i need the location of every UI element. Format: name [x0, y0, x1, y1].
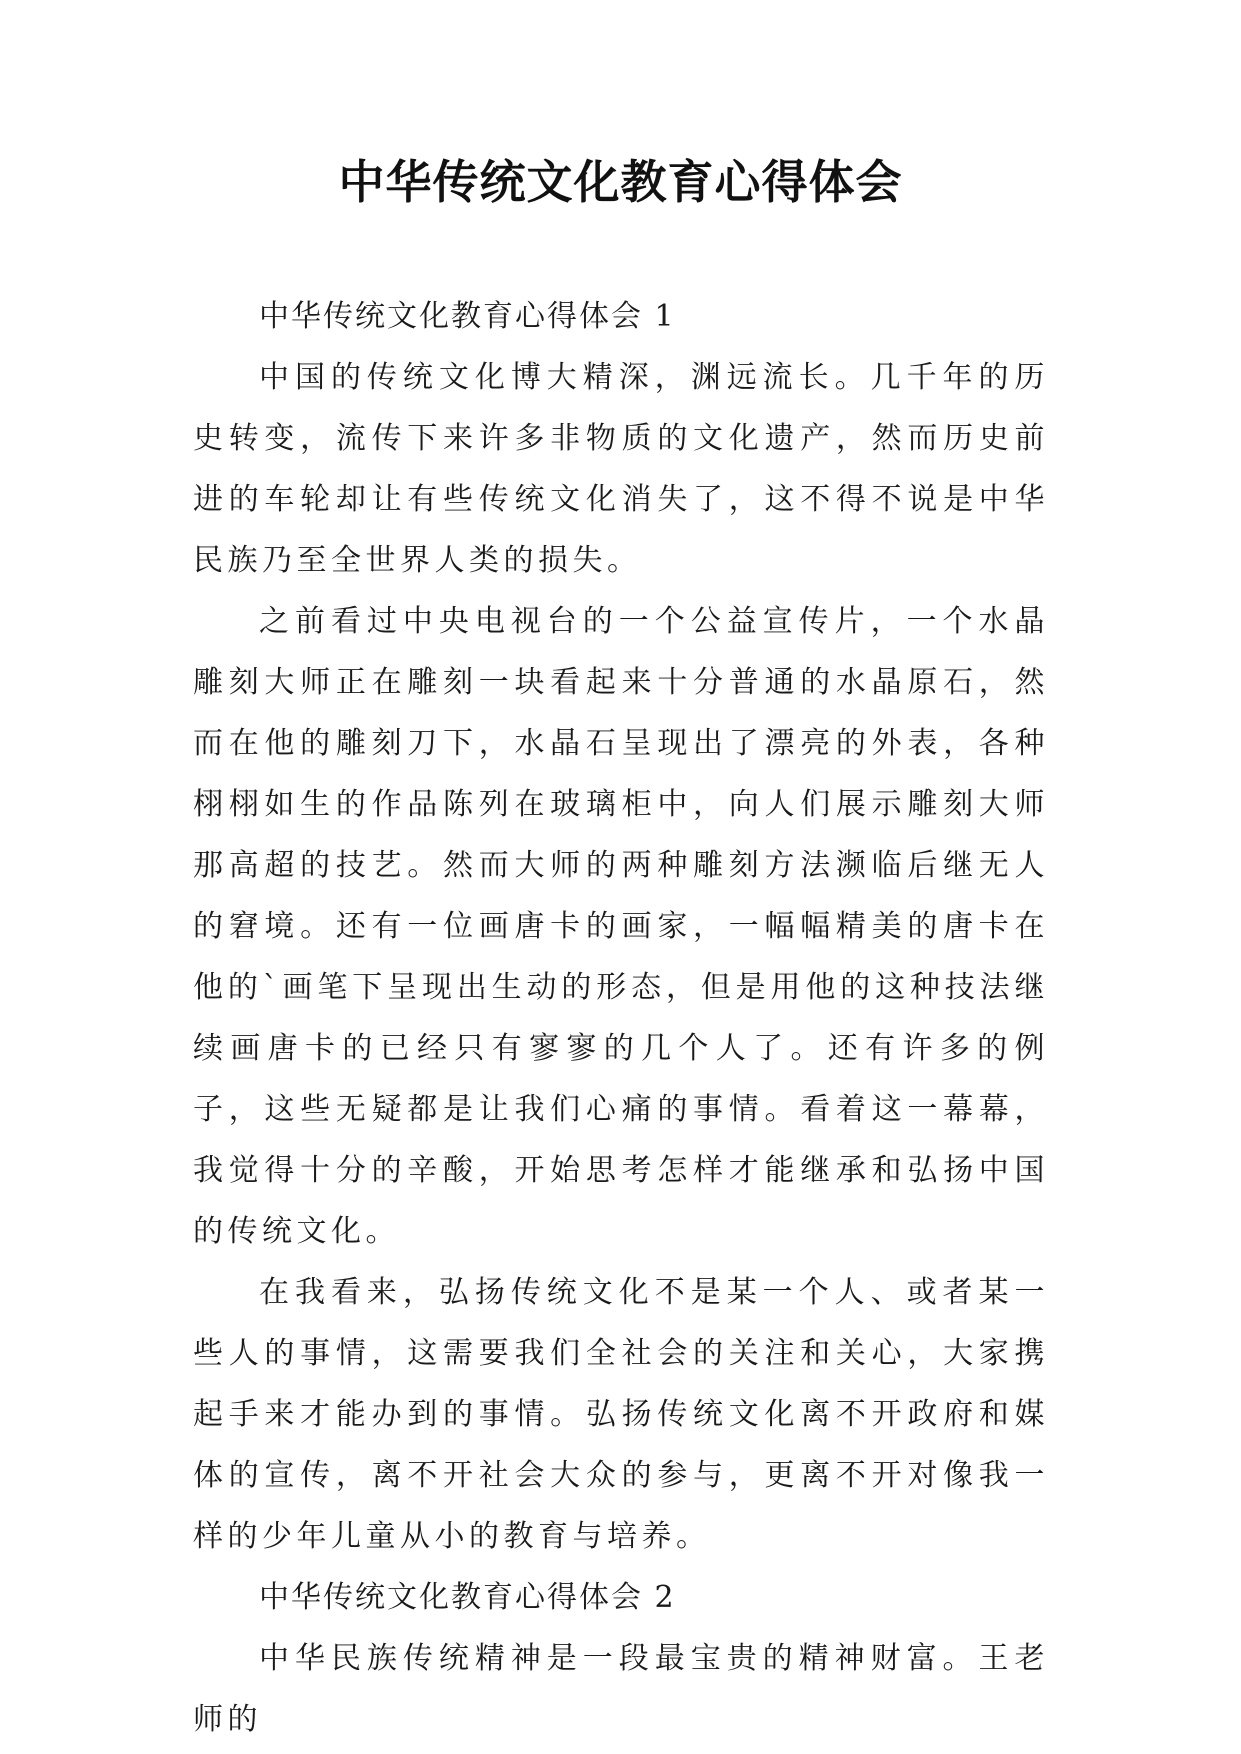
paragraph-1: 中国的传统文化博大精深，渊远流长。几千年的历史转变，流传下来许多非物质的文化遗产，然而历史前进的车轮却让有些传统文化消失了，这不得不说是中华民族乃至全世界人类的损失。 — [193, 360, 1049, 578]
paragraph-3: 在我看来，弘扬传统文化不是某一个人、或者某一些人的事情，这需要我们全社会的关注和关心，大家携起手来才能办到的事情。弘扬传统文化离不开政府和媒体的宣传，离不开社会大众的参与，更离不开对像我一样的少年儿童从小的教育与培养。 — [193, 1275, 1049, 1554]
paragraph-2: 之前看过中央电视台的一个公益宣传片，一个水晶雕刻大师正在雕刻一块看起来十分普通的水晶原石，然而在他的雕刻刀下，水晶石呈现出了漂亮的外表，各种栩栩如生的作品陈列在玻璃柜中，向人们展示雕刻大师那高超的技艺。然而大师的两种雕刻方法濒临后继无人的窘境。还有一位画唐卡的画家，一幅幅精美的唐卡在他的`画笔下呈现出生动的形态，但是用他的这种技法继续画唐卡的已经只有寥寥的几个人了。还有许多的例子，这些无疑都是让我们心痛的事情。看着这一幕幕，我觉得十分的辛酸，开始思考怎样才能继承和弘扬中国的传统文化。 — [193, 604, 1049, 1249]
section-heading-2: 中华传统文化教育心得体会 2 — [259, 1580, 676, 1615]
document-body — [193, 286, 1049, 1750]
section-heading-1: 中华传统文化教育心得体会 1 — [259, 299, 676, 334]
document-title: 中华传统文化教育心得体会 — [338, 155, 903, 209]
paragraph-4: 中华民族传统精神是一段最宝贵的精神财富。王老师的 — [193, 1641, 1049, 1737]
